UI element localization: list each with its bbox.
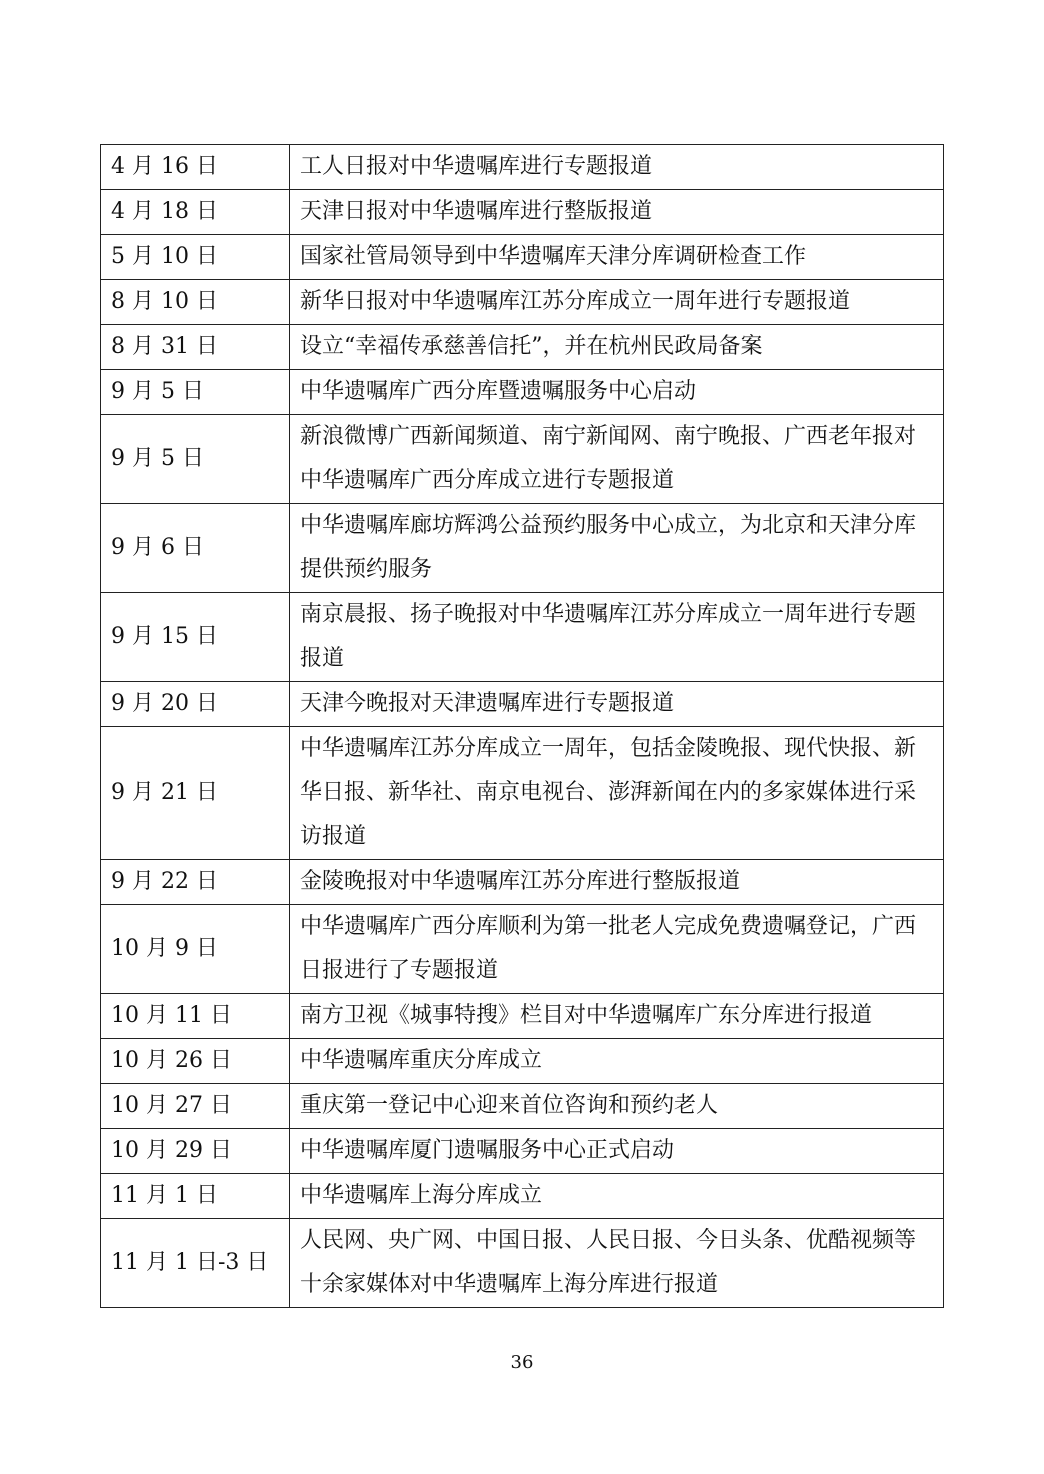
event-cell: 中华遗嘱库广西分库顺利为第一批老人完成免费遗嘱登记，广西日报进行了专题报道 (290, 905, 944, 994)
date-cell: 9 月 6 日 (101, 504, 290, 593)
table-row (101, 415, 944, 504)
table-row (101, 280, 944, 325)
date-cell: 10 月 11 日 (101, 994, 290, 1039)
date-cell: 9 月 5 日 (101, 415, 290, 504)
date-cell: 11 月 1 日 (101, 1174, 290, 1219)
event-cell: 中华遗嘱库重庆分库成立 (290, 1039, 944, 1084)
event-cell: 中华遗嘱库厦门遗嘱服务中心正式启动 (290, 1129, 944, 1174)
table-row (101, 682, 944, 727)
date-cell: 5 月 10 日 (101, 235, 290, 280)
event-cell: 设立“幸福传承慈善信托”，并在杭州民政局备案 (290, 325, 944, 370)
date-cell: 10 月 27 日 (101, 1084, 290, 1129)
events-table (100, 144, 944, 1308)
table-row (101, 1084, 944, 1129)
table-row (101, 1219, 944, 1308)
date-cell: 8 月 31 日 (101, 325, 290, 370)
event-cell: 人民网、央广网、中国日报、人民日报、今日头条、优酷视频等十余家媒体对中华遗嘱库上海分库进行报道 (290, 1219, 944, 1308)
table-row (101, 860, 944, 905)
table-row (101, 593, 944, 682)
event-cell: 工人日报对中华遗嘱库进行专题报道 (290, 145, 944, 190)
date-cell: 11 月 1 日-3 日 (101, 1219, 290, 1308)
date-cell: 9 月 20 日 (101, 682, 290, 727)
table-row (101, 727, 944, 860)
event-cell: 中华遗嘱库上海分库成立 (290, 1174, 944, 1219)
event-cell: 新华日报对中华遗嘱库江苏分库成立一周年进行专题报道 (290, 280, 944, 325)
date-cell: 10 月 26 日 (101, 1039, 290, 1084)
event-cell: 南方卫视《城事特搜》栏目对中华遗嘱库广东分库进行报道 (290, 994, 944, 1039)
event-cell: 中华遗嘱库廊坊辉鸿公益预约服务中心成立，为北京和天津分库提供预约服务 (290, 504, 944, 593)
page-number: 36 (510, 1352, 534, 1373)
table-row (101, 235, 944, 280)
event-cell: 中华遗嘱库江苏分库成立一周年，包括金陵晚报、现代快报、新华日报、新华社、南京电视台、澎湃新闻在内的多家媒体进行采访报道 (290, 727, 944, 860)
event-cell: 重庆第一登记中心迎来首位咨询和预约老人 (290, 1084, 944, 1129)
date-cell: 9 月 22 日 (101, 860, 290, 905)
date-cell: 10 月 9 日 (101, 905, 290, 994)
table-row (101, 905, 944, 994)
date-cell: 10 月 29 日 (101, 1129, 290, 1174)
event-cell: 天津日报对中华遗嘱库进行整版报道 (290, 190, 944, 235)
event-cell: 天津今晚报对天津遗嘱库进行专题报道 (290, 682, 944, 727)
event-cell: 国家社管局领导到中华遗嘱库天津分库调研检查工作 (290, 235, 944, 280)
date-cell: 9 月 5 日 (101, 370, 290, 415)
event-cell: 金陵晚报对中华遗嘱库江苏分库进行整版报道 (290, 860, 944, 905)
event-cell: 中华遗嘱库广西分库暨遗嘱服务中心启动 (290, 370, 944, 415)
event-cell: 南京晨报、扬子晚报对中华遗嘱库江苏分库成立一周年进行专题报道 (290, 593, 944, 682)
date-cell: 4 月 18 日 (101, 190, 290, 235)
table-row (101, 1039, 944, 1084)
table-row (101, 504, 944, 593)
date-cell: 9 月 15 日 (101, 593, 290, 682)
date-cell: 8 月 10 日 (101, 280, 290, 325)
table-row (101, 190, 944, 235)
table-row (101, 994, 944, 1039)
event-cell: 新浪微博广西新闻频道、南宁新闻网、南宁晚报、广西老年报对中华遗嘱库广西分库成立进行专题报道 (290, 415, 944, 504)
date-cell: 9 月 21 日 (101, 727, 290, 860)
table-row (101, 1174, 944, 1219)
date-cell: 4 月 16 日 (101, 145, 290, 190)
table-row (101, 145, 944, 190)
table-row (101, 1129, 944, 1174)
table-row (101, 325, 944, 370)
table-row (101, 370, 944, 415)
